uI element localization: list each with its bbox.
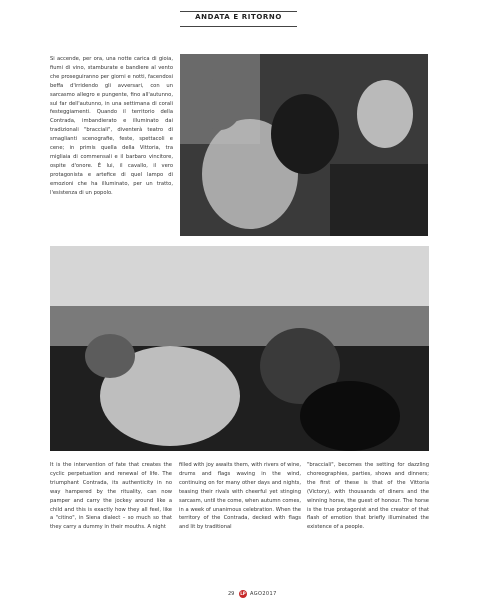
english-column-1: It is the intervention of fate that creates the cyclic perpetuation and renewal of life. The triumphant Contrada, its authenticity in no way hampered by the rituality, can now pamper and carry the jockey around like a child and this is exactly how they all feel, like a "citino", in Siena dialect – so much so that they carry a dummy in their mouths. A night bbox=[50, 462, 172, 531]
header-rule-bottom bbox=[180, 26, 297, 27]
page-number: 29 bbox=[228, 591, 235, 597]
header-rule-top bbox=[180, 11, 297, 12]
photo1-shapes bbox=[180, 54, 428, 236]
crowd-hands-photo bbox=[50, 246, 429, 451]
issue-label: AGO2017 bbox=[250, 591, 277, 597]
celebration-embrace-photo bbox=[180, 54, 428, 236]
magazine-logo: LP bbox=[240, 591, 246, 596]
intro-paragraph: Si accende, per ora, una notte carica di gioia, fiumi di vino, stamburate e bandiere al vento che proseguiranno per giorni e notti, facendosi beffa d'irridendo gli avversari, con un sarcasmo allegro e pungente, fino all'autunno, sul far dell'autunno, in una settimana di corali festeggiamenti. Quando il territorio della Contrada, imbandierato e illuminato dai tradizionali "bracciali", diventerà teatro di smaglianti scenografie, feste, spettacoli e cene; in primis quella della Vittoria, tra migliaia di commensali e il barbaro vincitore, ospite d'onore. È lui, il cavallo, il vero protagonista e artefice di quel lampo di emozioni che ha illuminato, per un tratto, l'esistenza di un popolo. bbox=[50, 56, 173, 196]
english-column-3: "bracciali", becomes the setting for dazzling choreographies, parties, shows and dinners; the first of these is that of the Vittoria (Victory), with thousands of diners and the winning horse, the guest of honour. The horse is the true protagonist and the creator of that flash of emotion that briefly illuminated the existence of a people. bbox=[307, 462, 429, 531]
photo2-shapes bbox=[50, 246, 429, 451]
section-title: ANDATA E RITORNO bbox=[195, 13, 282, 21]
english-column-2: filled with joy awaits them, with rivers of wine, drums and flags waving in the wind, continuing on for many other days and nights, teasing their rivals with cheerful yet stinging sarcasm, until the come, when autumn comes, in a week of unanimous celebration. When the territory of the Contrada, decked with flags and lit by traditional bbox=[179, 462, 301, 531]
